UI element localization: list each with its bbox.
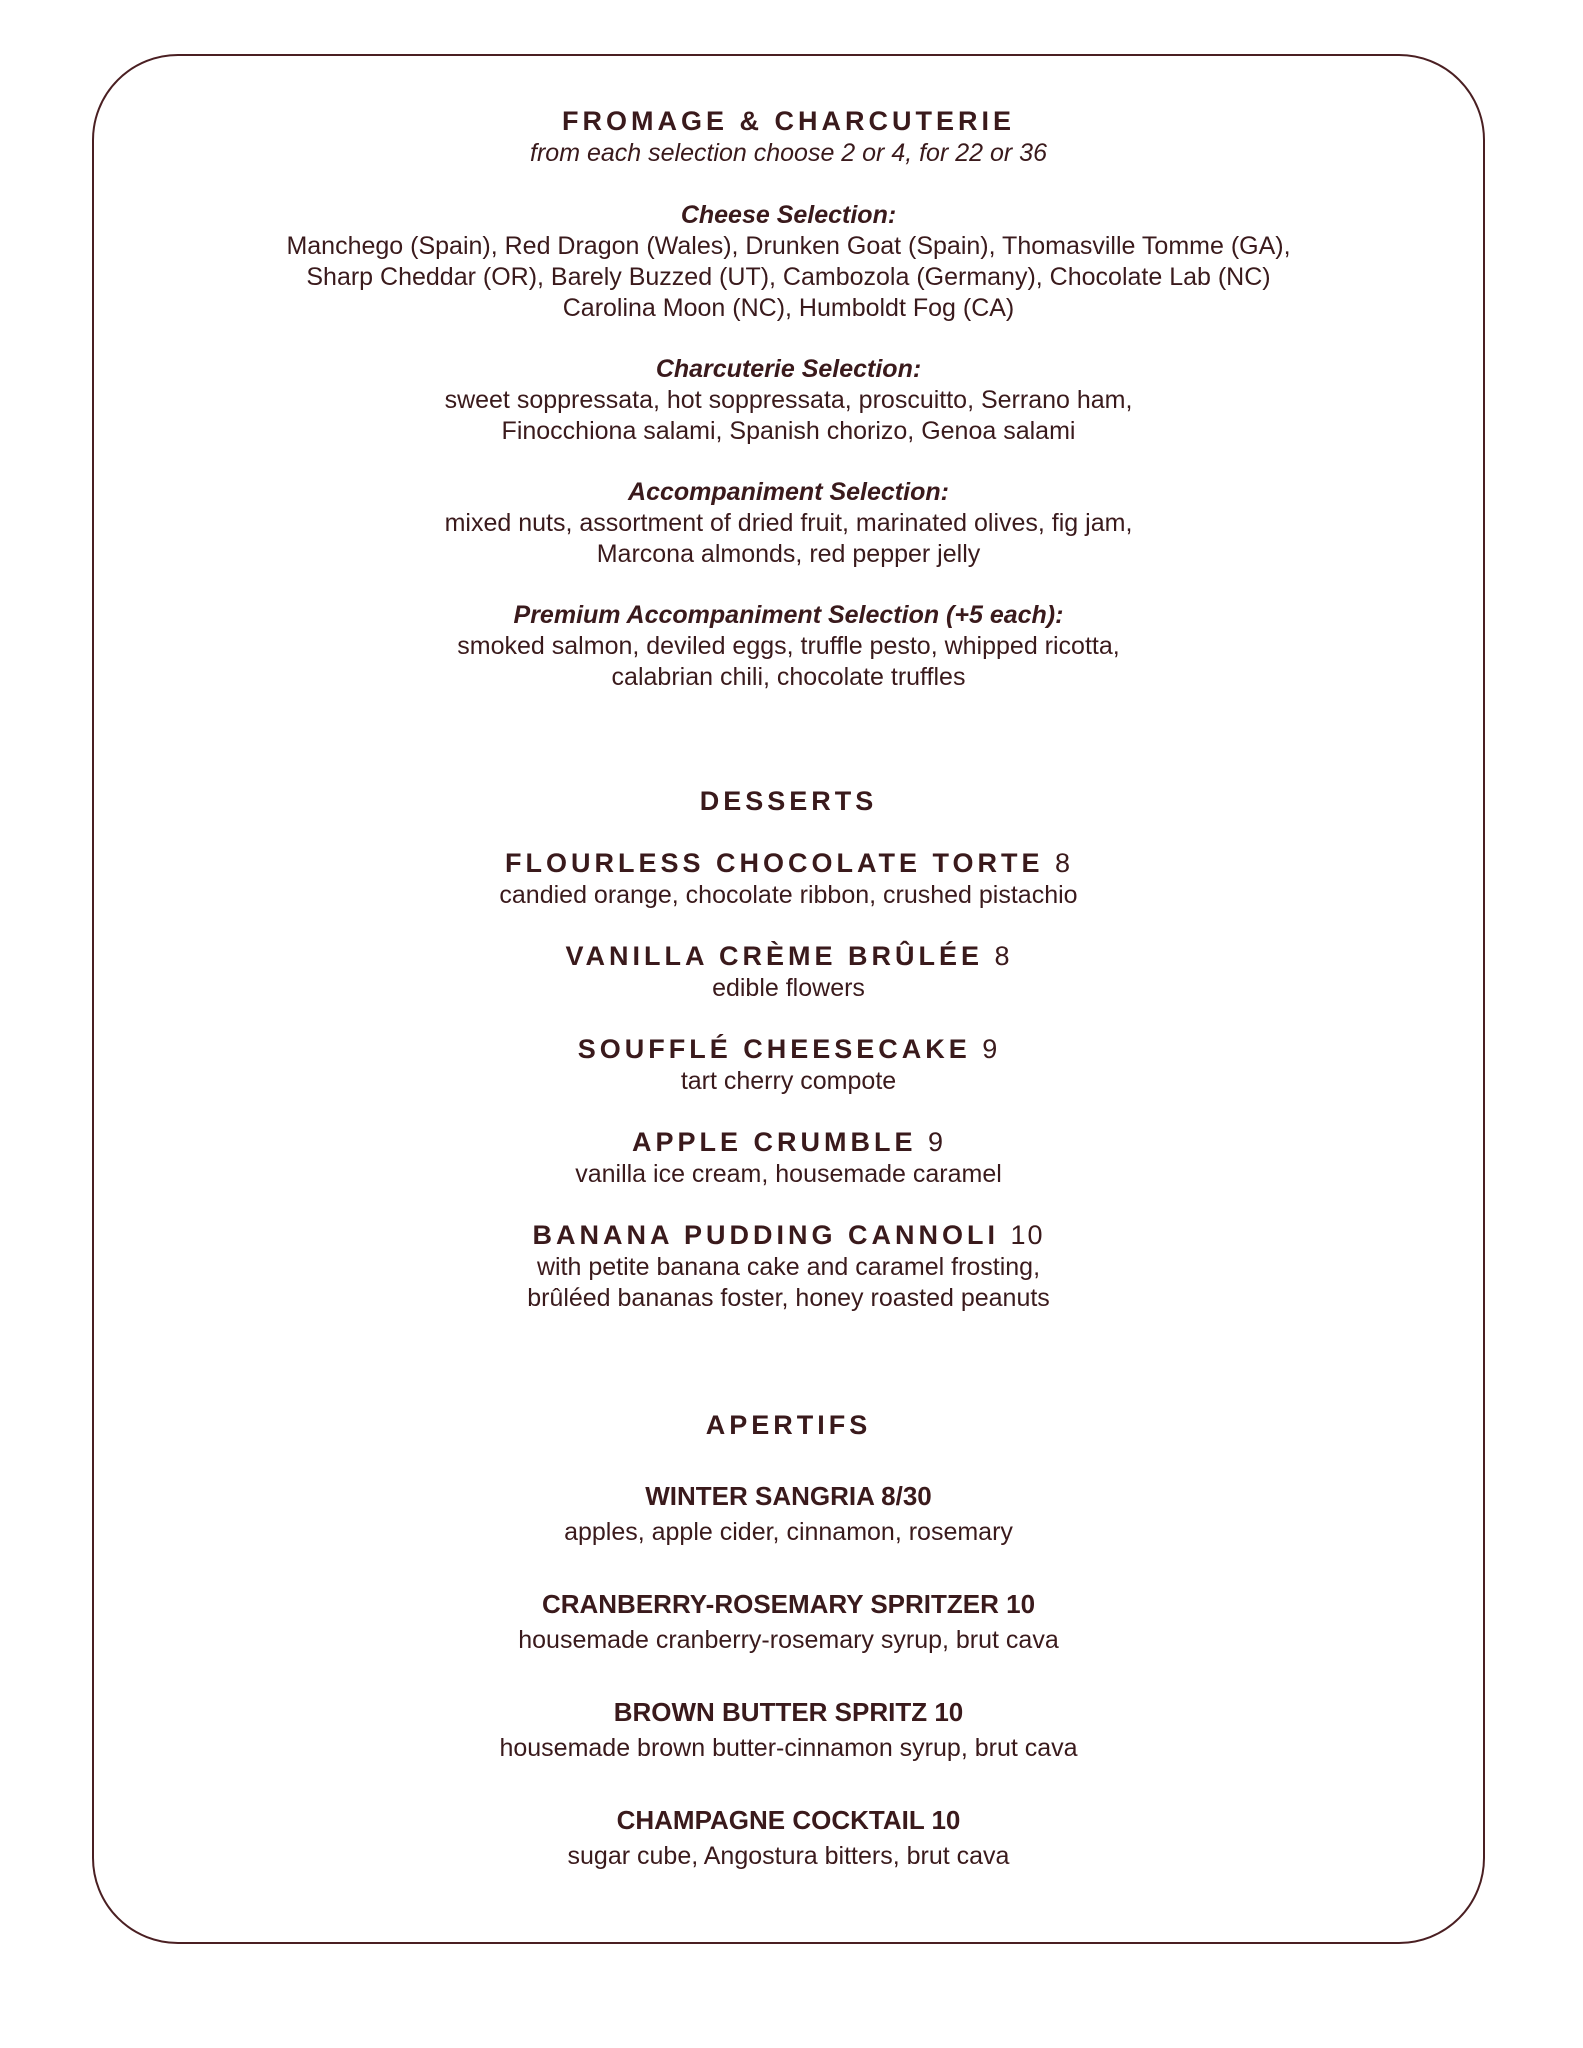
drink-item <box>92 1586 1485 1658</box>
accompaniment-selection-line: Marcona almonds, red pepper jelly <box>596 540 981 568</box>
dessert-item <box>92 1125 1485 1190</box>
drink-name: WINTER SANGRIA 8/30 <box>645 1481 932 1511</box>
dessert-price: 9 <box>982 1034 1000 1064</box>
dessert-description: brûléed bananas foster, honey roasted peanuts <box>527 1284 1050 1312</box>
charcuterie-selection <box>92 354 1485 447</box>
drink-name: CRANBERRY-ROSEMARY SPRITZER 10 <box>541 1589 1036 1619</box>
drink-description: sugar cube, Angostura bitters, brut cava <box>567 1842 1010 1870</box>
dessert-price: 8 <box>1054 848 1073 878</box>
dessert-description: candied orange, chocolate ribbon, crushed pistachio <box>499 881 1078 909</box>
premium-selection-line: calabrian chili, chocolate truffles <box>611 663 966 691</box>
cheese-selection-title: Cheese Selection: <box>680 201 897 229</box>
drink-description: housemade cranberry-rosemary syrup, brut cava <box>518 1626 1059 1654</box>
dessert-name: SOUFFLÉ CHEESECAKE <box>577 1034 971 1064</box>
cheese-selection-line: Sharp Cheddar (OR), Barely Buzzed (UT), Cambozola (Germany), Chocolate Lab (NC) <box>306 263 1271 291</box>
accompaniment-selection-title: Accompaniment Selection: <box>628 478 949 506</box>
cheese-selection-line: Carolina Moon (NC), Humboldt Fog (CA) <box>562 294 1015 322</box>
dessert-item <box>92 1032 1485 1097</box>
dessert-price: 10 <box>1010 1220 1045 1250</box>
dessert-name: VANILLA CRÈME BRÛLÉE <box>565 941 983 971</box>
fromage-tagline: from each selection choose 2 or 4, for 22 or 36 <box>530 139 1047 167</box>
premium-selection-title: Premium Accompaniment Selection (+5 each): <box>513 601 1064 629</box>
dessert-item <box>92 1218 1485 1314</box>
drink-name: BROWN BUTTER SPRITZ 10 <box>613 1697 964 1727</box>
drink-description: apples, apple cider, cinnamon, rosemary <box>564 1518 1013 1546</box>
dessert-price: 8 <box>994 941 1012 971</box>
dessert-name: BANANA PUDDING CANNOLI <box>532 1220 999 1250</box>
fromage-heading: FROMAGE & CHARCUTERIE <box>562 106 1015 136</box>
accompaniment-selection-line: mixed nuts, assortment of dried fruit, marinated olives, fig jam, <box>444 509 1133 537</box>
dessert-item <box>92 846 1485 911</box>
drink-description: housemade brown butter-cinnamon syrup, brut cava <box>499 1734 1078 1762</box>
dessert-price: 9 <box>928 1127 946 1157</box>
dessert-description: edible flowers <box>712 974 865 1002</box>
dessert-name: FLOURLESS CHOCOLATE TORTE <box>504 848 1044 878</box>
apertifs-heading: APERTIFS <box>705 1410 872 1440</box>
dessert-description: vanilla ice cream, housemade caramel <box>575 1160 1002 1188</box>
dessert-description: tart cherry compote <box>680 1067 897 1095</box>
drink-name: CHAMPAGNE COCKTAIL 10 <box>616 1805 961 1835</box>
charcuterie-selection-title: Charcuterie Selection: <box>655 355 922 383</box>
cheese-selection-line: Manchego (Spain), Red Dragon (Wales), Drunken Goat (Spain), Thomasville Tomme (GA), <box>286 232 1291 260</box>
accompaniment-selection <box>92 477 1485 570</box>
dessert-item <box>92 939 1485 1004</box>
charcuterie-selection-line: Finocchiona salami, Spanish chorizo, Genoa salami <box>501 417 1076 445</box>
premium-selection <box>92 600 1485 693</box>
drink-item <box>92 1478 1485 1550</box>
dessert-description: with petite banana cake and caramel frosting, <box>536 1253 1041 1281</box>
premium-selection-line: smoked salmon, deviled eggs, truffle pesto, whipped ricotta, <box>457 632 1120 660</box>
dessert-name: APPLE CRUMBLE <box>631 1127 917 1157</box>
drink-item <box>92 1802 1485 1874</box>
cheese-selection <box>92 200 1485 324</box>
drink-item <box>92 1694 1485 1766</box>
charcuterie-selection-line: sweet soppressata, hot soppressata, proscuitto, Serrano ham, <box>444 386 1133 414</box>
desserts-heading: DESSERTS <box>699 786 878 816</box>
